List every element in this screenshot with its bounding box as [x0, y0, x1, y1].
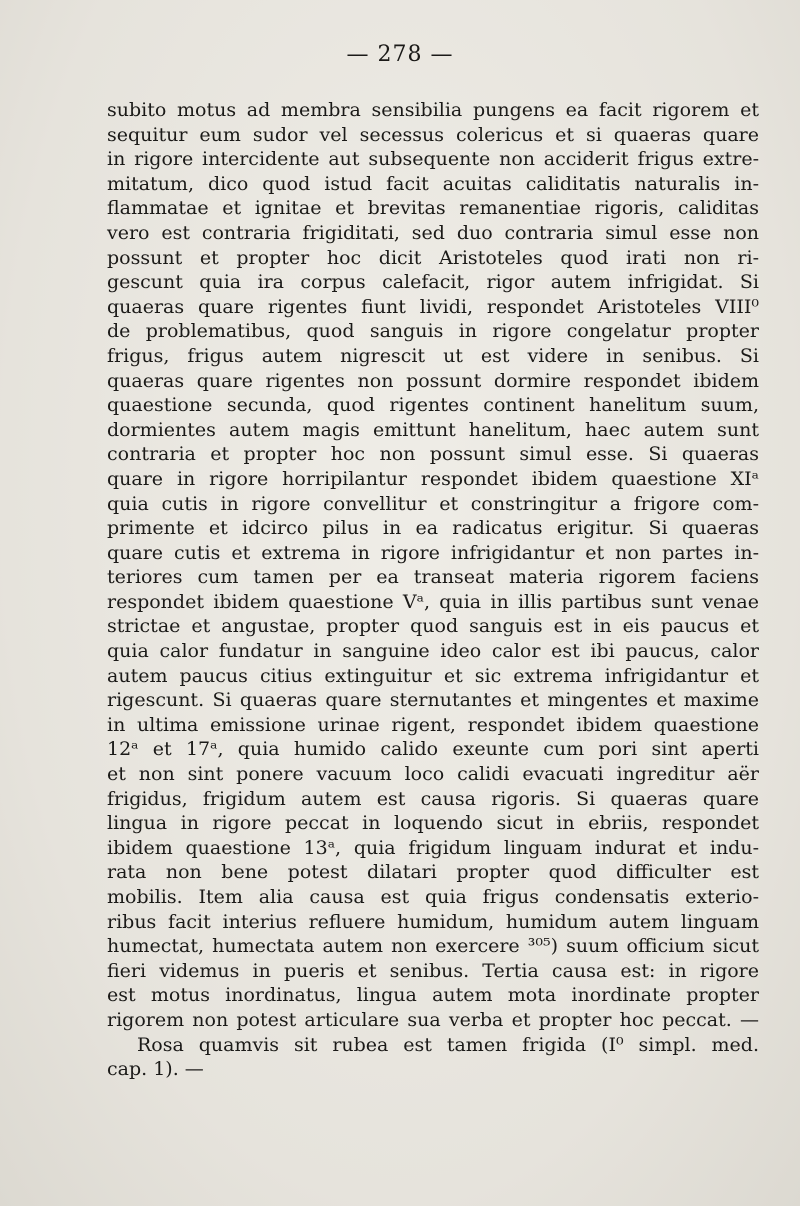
- text-line: fieri videmus in pueris et senibus. Tertia causa est: in rigore: [107, 959, 759, 982]
- text-line: teriores cum tamen per ea transeat materia rigorem faciens: [107, 566, 759, 589]
- text-line: cap. 1). —: [107, 1058, 204, 1081]
- text-line: quia cutis in rigore convellitur et constringitur a frigore com-: [107, 492, 759, 515]
- page-number: — 278 —: [346, 42, 454, 67]
- text-line: flammatae et ignitae et brevitas remanentiae rigoris, caliditas: [107, 197, 759, 220]
- text-line: quaestione secunda, quod rigentes continent hanelitum suum,: [107, 394, 759, 417]
- text-line: quare in rigore horripilantur respondet ibidem quaestione XIᵃ: [107, 467, 759, 490]
- text-line: frigidus, frigidum autem est causa rigoris. Si quaeras quare: [107, 787, 759, 810]
- text-line: possunt et propter hoc dicit Aristoteles quod irati non ri-: [107, 246, 759, 269]
- text-line: est motus inordinatus, lingua autem mota inordinate propter: [107, 984, 759, 1007]
- text-line: lingua in rigore peccat in loquendo sicut in ebriis, respondet: [107, 812, 759, 835]
- text-line: dormientes autem magis emittunt hanelitum, haec autem sunt: [107, 418, 759, 441]
- text-line: mitatum, dico quod istud facit acuitas caliditatis naturalis in-: [107, 172, 759, 195]
- text-line: sequitur eum sudor vel secessus colericus et si quaeras quare: [107, 123, 759, 146]
- text-line: strictae et angustae, propter quod sanguis est in eis paucus et: [107, 615, 759, 638]
- text-line: frigus, frigus autem nigrescit ut est videre in senibus. Si: [107, 344, 759, 367]
- text-line: primente et idcirco pilus in ea radicatus erigitur. Si quaeras: [107, 517, 759, 540]
- text-line: quaeras quare rigentes fiunt lividi, respondet Aristoteles VIII⁰: [107, 295, 759, 318]
- text-line: Rosa quamvis sit rubea est tamen frigida (I⁰ simpl. med.: [137, 1033, 759, 1056]
- text-line: autem paucus citius extinguitur et sic extrema infrigidantur et: [107, 664, 759, 687]
- text-line: de problematibus, quod sanguis in rigore congelatur propter: [107, 320, 759, 343]
- text-line: vero est contraria frigiditati, sed duo contraria simul esse non: [107, 221, 759, 244]
- text-line: rigorem non potest articulare sua verba et propter hoc peccat. —: [107, 1008, 759, 1031]
- text-line: rata non bene potest dilatari propter quod difficulter est: [107, 861, 759, 884]
- text-line: 12ᵃ et 17ᵃ, quia humido calido exeunte cum pori sint aperti: [107, 738, 759, 761]
- text-line: subito motus ad membra sensibilia pungens ea facit rigorem et: [107, 99, 759, 121]
- text-line: ribus facit interius refluere humidum, humidum autem linguam: [107, 910, 759, 933]
- text-line: in rigore intercidente aut subsequente non acciderit frigus extre-: [107, 148, 759, 171]
- body-text: [107, 98, 759, 1082]
- text-line: in ultima emissione urinae rigent, respondet ibidem quaestione: [107, 713, 759, 736]
- text-line: quaeras quare rigentes non possunt dormire respondet ibidem: [107, 369, 759, 392]
- text-line: et non sint ponere vacuum loco calidi evacuati ingreditur aër: [107, 763, 759, 786]
- text-line: quia calor fundatur in sanguine ideo calor est ibi paucus, calor: [107, 640, 759, 663]
- text-line: mobilis. Item alia causa est quia frigus condensatis exterio-: [107, 886, 759, 908]
- text-line: gescunt quia ira corpus calefacit, rigor autem infrigidat. Si: [107, 271, 759, 294]
- text-line: contraria et propter hoc non possunt simul esse. Si quaeras: [107, 443, 759, 466]
- text-line: respondet ibidem quaestione Vᵃ, quia in illis partibus sunt venae: [107, 590, 759, 613]
- text-line: quare cutis et extrema in rigore infrigidantur et non partes in-: [107, 541, 759, 564]
- text-line: ibidem quaestione 13ᵃ, quia frigidum linguam indurat et indu-: [107, 836, 759, 859]
- text-line: rigescunt. Si quaeras quare sternutantes et mingentes et maxime: [107, 689, 759, 712]
- text-line: humectat, humectata autem non exercere ³⁰⁵) suum officium sicut: [107, 935, 759, 958]
